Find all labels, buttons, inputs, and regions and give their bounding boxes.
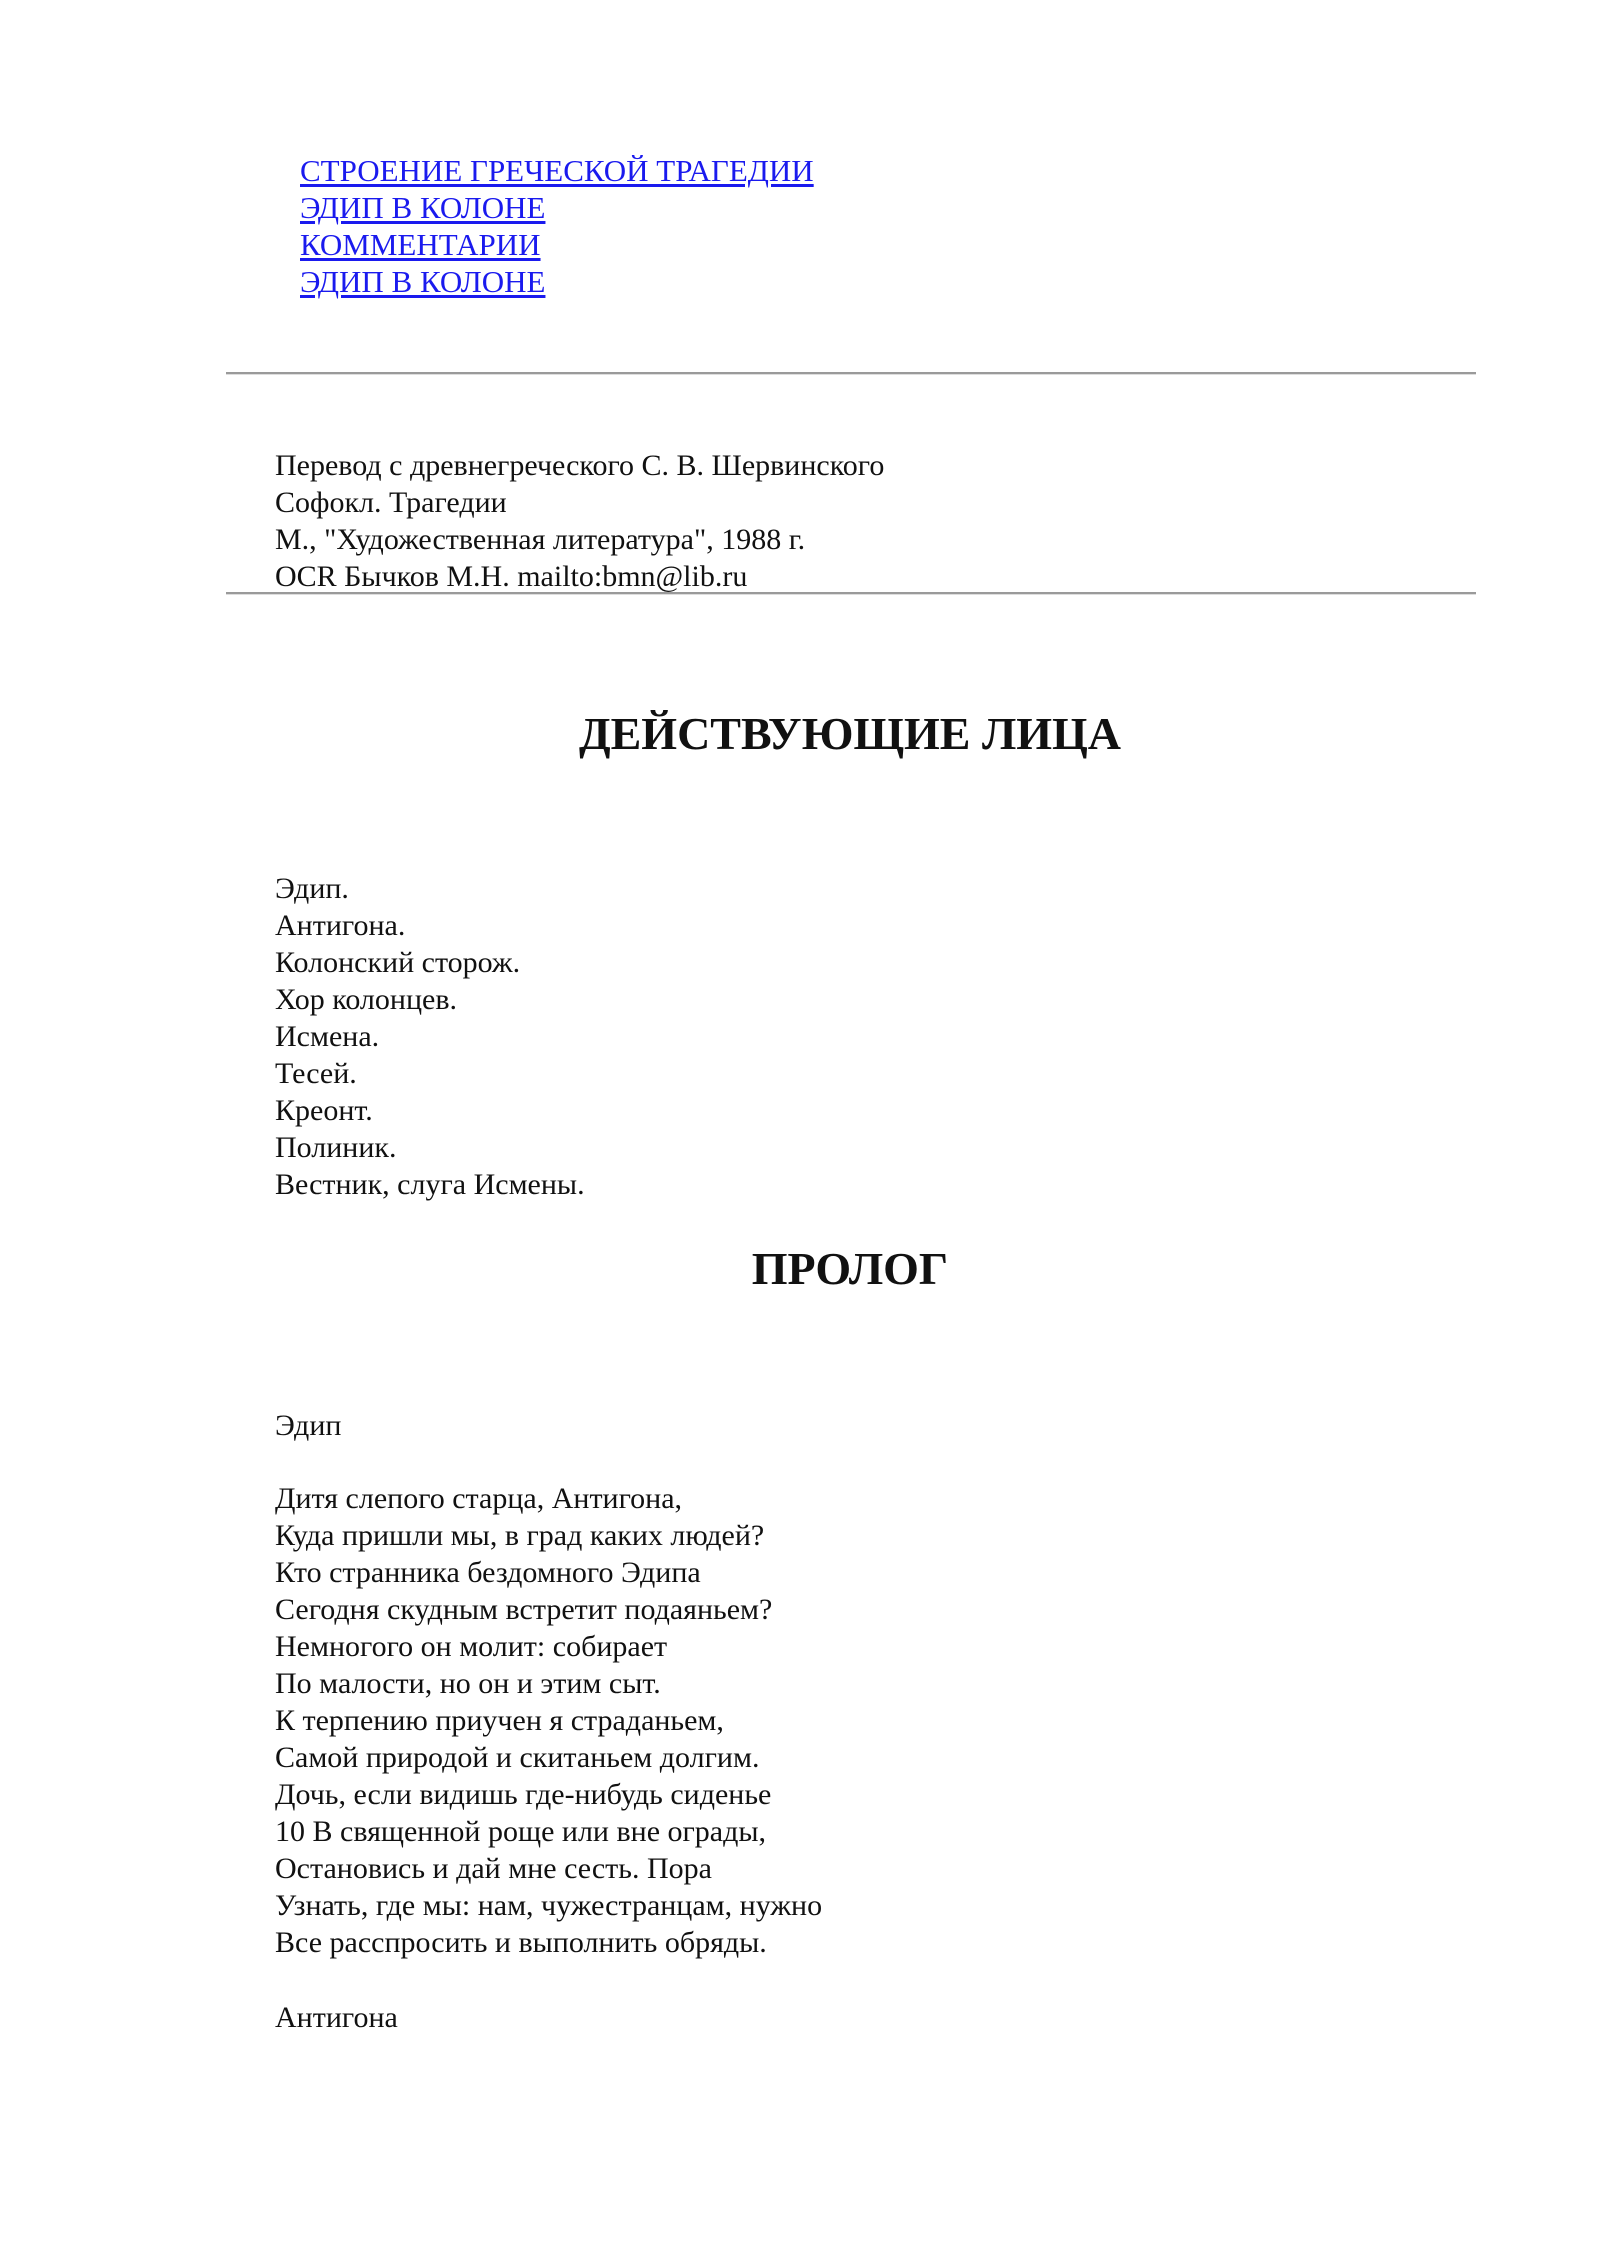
person-item: Хор колонцев. [275, 983, 457, 1016]
publisher-line: М., "Художественная литература", 1988 г. [275, 523, 806, 556]
verse-line: Кто странника бездомного Эдипа [275, 1556, 701, 1589]
person-item: Антигона. [275, 909, 406, 942]
speaker-name: Эдип [275, 1409, 342, 1442]
verse-line: Куда пришли мы, в град каких людей? [275, 1519, 765, 1552]
horizontal-rule-bottom [226, 592, 1476, 595]
person-item: Эдип. [275, 872, 349, 905]
verse-line: 10 В священной роще или вне ограды, [275, 1815, 767, 1848]
verse-line: Дитя слепого старца, Антигона, [275, 1482, 683, 1515]
toc-link-oedipus-2[interactable]: ЭДИП В КОЛОНЕ [300, 264, 546, 299]
verse-line: Сегодня скудным встретит подаяньем? [275, 1593, 773, 1626]
verse-line: Самой природой и скитаньем долгим. [275, 1741, 760, 1774]
ocr-line: OCR Бычков М.Н. mailto:bmn@lib.ru [275, 560, 748, 593]
person-item: Колонский сторож. [275, 946, 521, 979]
verse-line: Все расспросить и выполнить обряды. [275, 1926, 767, 1959]
toc-link-comments[interactable]: КОММЕНТАРИИ [300, 227, 541, 262]
verse-block [275, 1480, 822, 1961]
person-item: Полиник. [275, 1131, 397, 1164]
verse-line: Остановись и дай мне сесть. Пора [275, 1852, 712, 1885]
persons-heading: ДЕЙСТВУЮЩИЕ ЛИЦА [578, 708, 1122, 759]
book-line: Софокл. Трагедии [275, 486, 507, 519]
verse-line: Узнать, где мы: нам, чужестранцам, нужно [275, 1889, 823, 1922]
publication-info [275, 447, 884, 595]
person-item: Креонт. [275, 1094, 373, 1127]
verse-line: Немногого он молит: собирает [275, 1630, 668, 1663]
verse-line: По малости, но он и этим сыт. [275, 1667, 661, 1700]
toc-link-oedipus-1[interactable]: ЭДИП В КОЛОНЕ [300, 190, 546, 225]
prologue-heading: ПРОЛОГ [751, 1243, 949, 1294]
person-item: Вестник, слуга Исмены. [275, 1168, 585, 1201]
horizontal-rule-top [226, 372, 1476, 375]
person-item: Тесей. [275, 1057, 357, 1090]
translator-line: Перевод с древнегреческого С. В. Шервинского [275, 449, 885, 482]
toc-link-structure[interactable]: СТРОЕНИЕ ГРЕЧЕСКОЙ ТРАГЕДИИ [300, 153, 814, 188]
verse-line: Дочь, если видишь где-нибудь сиденье [275, 1778, 772, 1811]
person-item: Исмена. [275, 1020, 380, 1053]
table-of-contents [300, 152, 814, 300]
speaker-name: Антигона [275, 2001, 398, 2034]
persons-list [275, 870, 585, 1203]
verse-line: К терпению приучен я страданьем, [275, 1704, 724, 1737]
